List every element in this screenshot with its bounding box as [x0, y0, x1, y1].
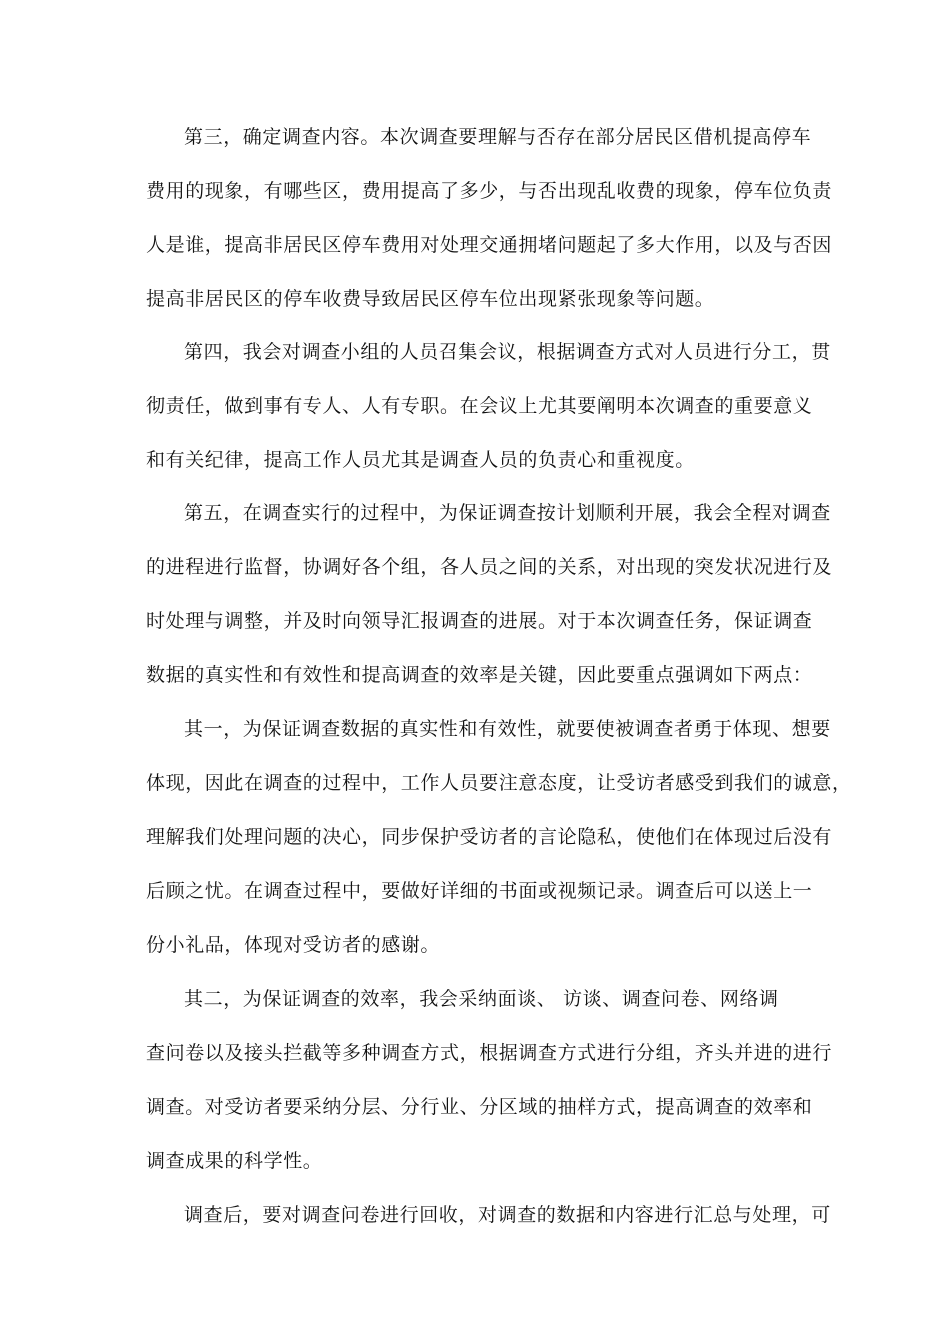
paragraph-line: 第四，我会对调查小组的人员召集会议，根据调查方式对人员进行分工，贯: [184, 341, 831, 363]
paragraph-line: 其二，为保证调查的效率，我会采纳面谈、 访谈、调查问卷、网络调: [184, 988, 779, 1010]
paragraph-line: 理解我们处理问题的决心，同步保护受访者的言论隐私，使他们在体现过后没有: [146, 826, 833, 848]
paragraph-line: 其一，为保证调查数据的真实性和有效性，就要使被调查者勇于体现、想要: [184, 718, 831, 740]
paragraph-line: 的进程进行监督，协调好各个组，各人员之间的关系，对出现的突发状况进行及: [146, 556, 833, 578]
paragraph-line: 提高非居民区的停车收费导致居民区停车位出现紧张现象等问题。: [146, 288, 715, 310]
paragraph-line: 查问卷以及接头拦截等多种调查方式，根据调查方式进行分组，齐头并进的进行: [146, 1042, 833, 1064]
paragraph-line: 调查后，要对调查问卷进行回收，对调查的数据和内容进行汇总与处理，可: [184, 1204, 831, 1226]
paragraph-line: 体现，因此在调查的过程中，工作人员要注意态度，让受访者感受到我们的诚意，: [146, 772, 852, 794]
paragraph-line: 后顾之忧。在调查过程中，要做好详细的书面或视频记录。调查后可以送上一: [146, 880, 813, 902]
paragraph-line: 份小礼品，体现对受访者的感谢。: [146, 934, 441, 956]
paragraph-line: 调查。对受访者要采纳分层、分行业、分区域的抽样方式，提高调查的效率和: [146, 1096, 813, 1118]
paragraph-line: 数据的真实性和有效性和提高调查的效率是关键，因此要重点强调如下两点：: [146, 664, 813, 686]
paragraph-line: 第五，在调查实行的过程中，为保证调查按计划顺利开展，我会全程对调查: [184, 502, 831, 524]
paragraph-line: 第三，确定调查内容。本次调查要理解与否存在部分居民区借机提高停车: [184, 126, 812, 148]
paragraph-line: 费用的现象，有哪些区，费用提高了多少，与否出现乱收费的现象，停车位负责: [146, 180, 833, 202]
paragraph-line: 和有关纪律，提高工作人员尤其是调查人员的负责心和重视度。: [146, 449, 695, 471]
paragraph-line: 调查成果的科学性。: [146, 1150, 323, 1172]
paragraph-line: 时处理与调整，并及时向领导汇报调查的进展。对于本次调查任务，保证调查: [146, 610, 813, 632]
paragraph-line: 人是谁，提高非居民区停车费用对处理交通拥堵问题起了多大作用，以及与否因: [146, 234, 833, 256]
paragraph-line: 彻责任，做到事有专人、人有专职。在会议上尤其要阐明本次调查的重要意义: [146, 395, 813, 417]
